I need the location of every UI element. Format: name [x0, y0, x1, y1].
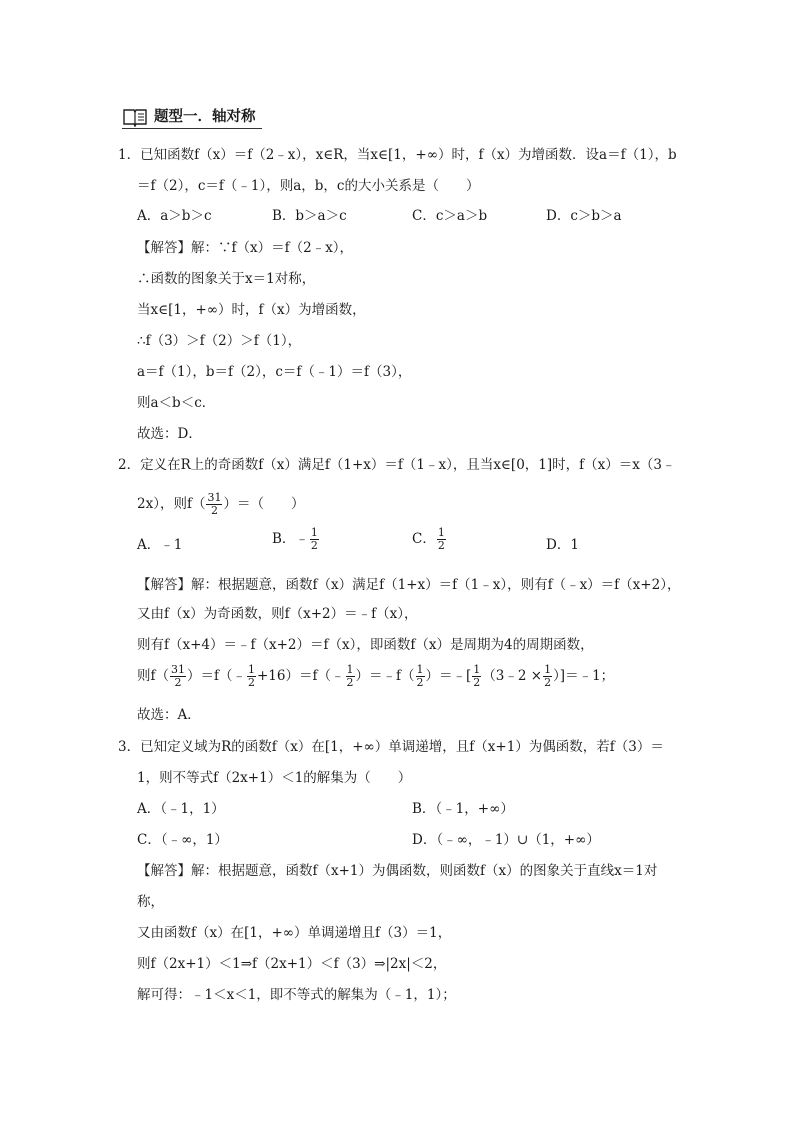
- q2-answer-line4: 则f（ $\frac{31}{2}$ ）＝f（﹣ $\frac{1}{2}$ +16）＝f（﹣ $\frac{1}{2}$ ）＝﹣f（ $\frac{1}{2}$ ）＝﹣[ $\frac{1}{2}$ （3﹣2 × $\frac{1}{2}$ ）]＝﹣1；: [137, 663, 615, 689]
- q1-answer-line3: 当x∈[1，+∞）时，f（x）为增函数，: [137, 302, 366, 318]
- q1-option-b[interactable]: B．b＞a＞c: [272, 208, 347, 224]
- answer-tag: 【解答】: [137, 577, 191, 593]
- q1-option-a[interactable]: A．a＞b＞c: [137, 208, 212, 224]
- q2-option-b[interactable]: B．﹣ $\frac{1}{2}$: [272, 526, 318, 552]
- q1-answer-line5: a＝f（1），b＝f（2），c＝f（﹣1）＝f（3），: [137, 364, 412, 380]
- book-icon: [122, 107, 148, 127]
- fraction: $\frac{1}{2}$: [437, 526, 445, 552]
- q3-stem-line1: 3．已知定义域为R的函数f（x）在[1，+∞）单调递增，且f（x+1）为偶函数，若f（3）＝: [118, 739, 664, 755]
- q1-answer-line7: 故选：D．: [137, 426, 202, 442]
- section-underline: [122, 128, 262, 129]
- q2-option-a[interactable]: A．﹣1: [137, 537, 183, 553]
- q3-stem-line2: 1，则不等式f（2x+1）＜1的解集为（ ）: [137, 770, 412, 786]
- q1-stem-line1: 1．已知函数f（x）＝f（2﹣x），x∈R，当x∈[1，+∞）时，f（x）为增函数．设a＝f（1），b: [118, 147, 677, 163]
- fraction: $\frac{1}{2}$: [310, 526, 318, 552]
- q1-stem-line2: ＝f（2），c＝f（﹣1），则a，b，c的大小关系是（ ）: [137, 178, 480, 194]
- q3-answer-line5: 解可得：﹣1＜x＜1，即不等式的解集为（﹣1，1）；: [137, 987, 456, 1003]
- fraction: $\frac{1}{2}$: [473, 663, 481, 689]
- q3-answer-line2: 称，: [137, 894, 164, 910]
- q2-stem-line1: 2．定义在R上的奇函数f（x）满足f（1+x）＝f（1﹣x），且当x∈[0，1]时，f（x）＝x（3﹣: [118, 457, 676, 473]
- q2-option-c[interactable]: C． $\frac{1}{2}$: [412, 526, 445, 552]
- q1-answer-line1: 【解答】解：∵f（x）＝f（2﹣x），: [137, 240, 354, 256]
- q3-option-c[interactable]: C．（﹣∞，1）: [137, 832, 228, 848]
- q1-option-d[interactable]: D．c＞b＞a: [546, 208, 622, 224]
- q1-option-c[interactable]: C．c＞a＞b: [412, 208, 488, 224]
- q2-stem-line2: 2x），则f（ $\frac{31}{2}$ ）＝（ ）: [137, 491, 305, 517]
- fraction: $\frac{31}{2}$: [171, 663, 185, 689]
- q2-answer-line3: 则有f（x+4）＝﹣f（x+2）＝f（x），即函数f（x）是周期为4的周期函数，: [137, 637, 594, 653]
- q2-answer-line1: 【解答】解：根据题意，函数f（x）满足f（1+x）＝f（1﹣x），则有f（﹣x）＝f（x+2），: [137, 577, 681, 593]
- section-header: [122, 104, 262, 128]
- q2-answer-line5: 故选：A．: [137, 707, 201, 723]
- q3-answer-line4: 则f（2x+1）＜1⇒f（2x+1）＜f（3）⇒|2x|＜2，: [137, 956, 447, 972]
- q1-answer-line6: 则a＜b＜c．: [137, 395, 216, 411]
- answer-tag: 【解答】: [137, 240, 191, 256]
- fraction: $\frac{1}{2}$: [346, 663, 354, 689]
- section-title: 题型一．轴对称: [154, 109, 256, 125]
- q3-option-d[interactable]: D．（﹣∞，﹣1）∪（1，+∞）: [412, 832, 600, 848]
- q3-answer-line3: 又由函数f（x）在[1，+∞）单调递增且f（3）＝1，: [137, 925, 452, 941]
- fraction: $\frac{1}{2}$: [248, 663, 255, 689]
- q2-answer-line2: 又由f（x）为奇函数，则f（x+2）＝﹣f（x），: [137, 606, 418, 622]
- q3-option-a[interactable]: A．（﹣1，1）: [137, 801, 225, 817]
- q1-answer-line4: ∴f（3）＞f（2）＞f（1），: [137, 333, 302, 349]
- q1-answer-line2: ∴函数的图象关于x＝1对称，: [137, 271, 316, 287]
- fraction: $\frac{31}{2}$: [207, 491, 222, 517]
- q2-option-d[interactable]: D．1: [546, 537, 579, 553]
- fraction: $\frac{1}{2}$: [416, 663, 424, 689]
- answer-tag: 【解答】: [137, 863, 191, 879]
- q3-answer-line1: 【解答】解：根据题意，函数f（x+1）为偶函数，则函数f（x）的图象关于直线x＝1对: [137, 863, 658, 879]
- q3-option-b[interactable]: B．（﹣1，+∞）: [412, 801, 514, 817]
- fraction: $\frac{1}{2}$: [544, 663, 552, 689]
